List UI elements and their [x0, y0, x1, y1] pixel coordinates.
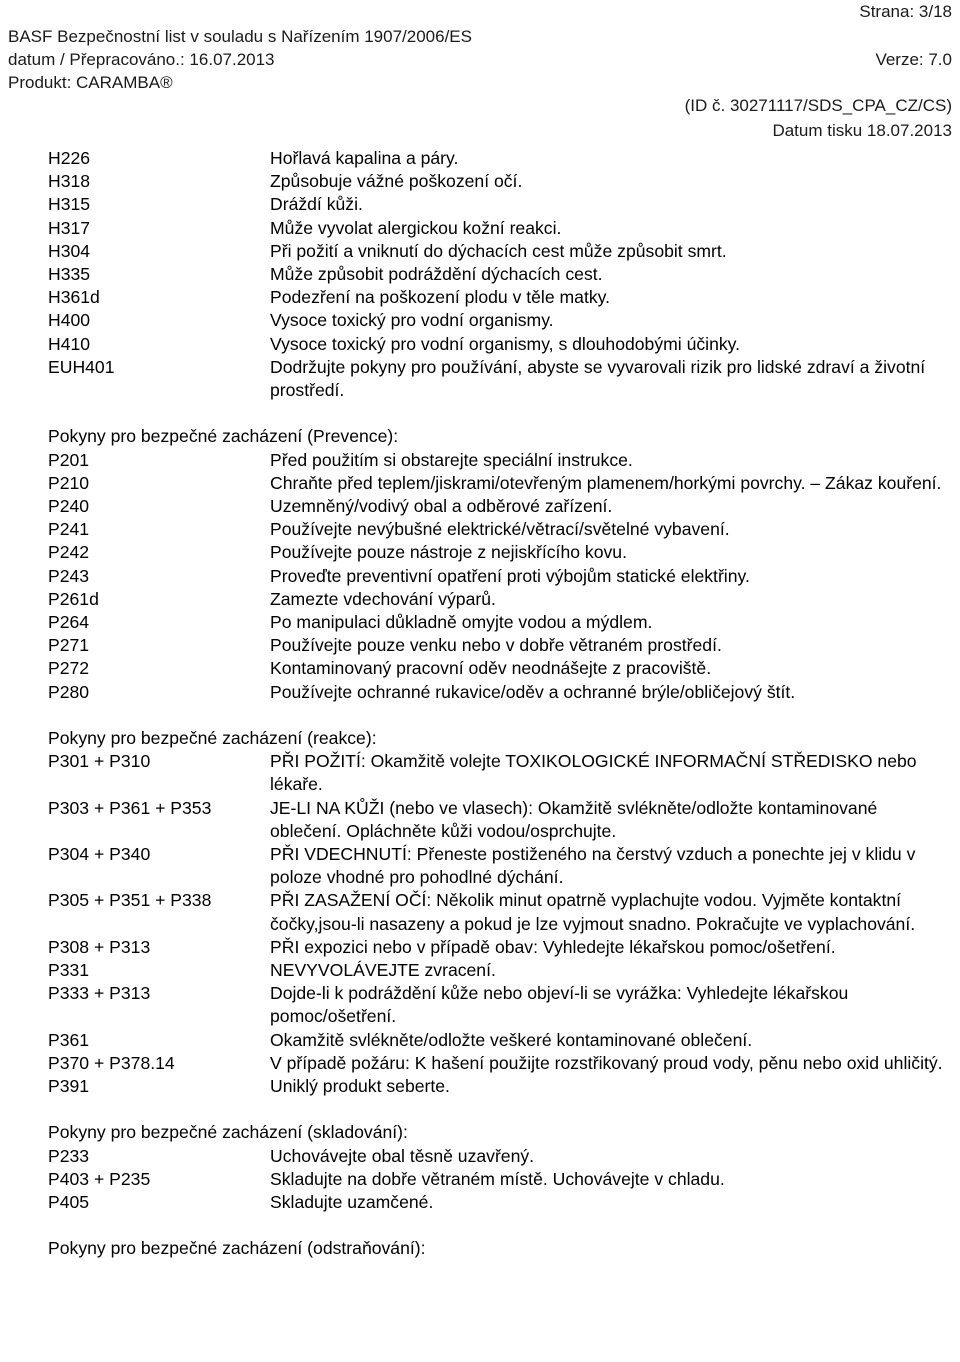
- statement-code: P301 + P310: [48, 751, 151, 772]
- statement-code: P331: [48, 960, 90, 981]
- h-statements-list: [48, 147, 948, 402]
- section-heading: Pokyny pro bezpečné zacházení (Prevence):: [48, 426, 399, 447]
- statement-code: P243: [48, 565, 90, 586]
- statement-text: Proveďte preventivní opatření proti výbojům statické elektřiny.: [270, 565, 750, 586]
- list-item: [48, 472, 948, 495]
- statement-code: P233: [48, 1145, 90, 1166]
- section-heading: Pokyny pro bezpečné zacházení (skladování):: [48, 1122, 408, 1143]
- list-item: [48, 1029, 948, 1052]
- page-number: Strana: 3/18: [859, 2, 952, 21]
- statement-text: Používejte pouze venku nebo v dobře větraném prostředí.: [270, 635, 722, 656]
- statement-code: H361d: [48, 287, 100, 308]
- list-item: [48, 495, 948, 518]
- statement-text: Skladujte uzamčené.: [270, 1192, 434, 1213]
- statement-code: P391: [48, 1076, 90, 1097]
- list-item: [48, 356, 948, 402]
- list-item: [48, 588, 948, 611]
- statement-code: P240: [48, 496, 90, 517]
- statement-text: Skladujte na dobře větraném místě. Uchovávejte v chladu.: [270, 1168, 725, 1189]
- statement-code: P280: [48, 681, 90, 702]
- list-item: [48, 1075, 948, 1098]
- statement-text: Uchovávejte obal těsně uzavřený.: [270, 1145, 535, 1166]
- response-section: [48, 727, 948, 1098]
- statement-code: P261d: [48, 588, 99, 609]
- statement-code: P264: [48, 612, 90, 633]
- statement-text: Uzemněný/vodivý obal a odběrové zařízení.: [270, 496, 613, 517]
- statement-text: Při požití a vniknutí do dýchacích cest může způsobit smrt.: [270, 240, 727, 261]
- statement-code: P241: [48, 519, 90, 540]
- disposal-section: [48, 1237, 948, 1260]
- statement-code: H400: [48, 310, 91, 331]
- statement-text: Dráždí kůži.: [270, 194, 363, 215]
- statement-text: Dojde-li k podráždění kůže nebo objeví-li se vyrážka: Vyhledejte lékařskou pomoc/ošetření.: [270, 983, 849, 1027]
- revision-date: datum / Přepracováno.: 16.07.2013: [8, 50, 275, 69]
- statement-code: H315: [48, 194, 91, 215]
- statement-text: PŘI VDECHNUTÍ: Přeneste postiženého na čerstvý vzduch a ponechte jej v klidu v poloze vhodné pro pohodlné dýchání.: [270, 844, 916, 888]
- statement-text: Kontaminovaný pracovní oděv neodnášejte z pracoviště.: [270, 658, 712, 679]
- list-item: [48, 333, 948, 356]
- statement-text: Hořlavá kapalina a páry.: [270, 148, 459, 168]
- statement-text: PŘI ZASAŽENÍ OČÍ: Několik minut opatrně vyplachujte vodou. Vyjměte kontaktní čočky,jsou-li nasazeny a pokud je lze vyjmout snadno. Pokračujte ve vyplachování.: [270, 890, 916, 934]
- list-item: [48, 797, 948, 843]
- list-item: [48, 634, 948, 657]
- prevention-section: [48, 425, 948, 703]
- statement-code: P304 + P340: [48, 844, 151, 865]
- statement-code: P305 + P351 + P338: [48, 890, 212, 911]
- statement-text: PŘI expozici nebo v případě obav: Vyhledejte lékařskou pomoc/ošetření.: [270, 936, 836, 957]
- statement-text: PŘI POŽITÍ: Okamžitě volejte TOXIKOLOGICKÉ INFORMAČNÍ STŘEDISKO nebo lékaře.: [270, 751, 917, 795]
- document-id: (ID č. 30271117/SDS_CPA_CZ/CS): [684, 96, 952, 115]
- section-heading: Pokyny pro bezpečné zacházení (reakce):: [48, 728, 377, 749]
- list-item: [48, 959, 948, 982]
- statement-code: P303 + P361 + P353: [48, 797, 212, 818]
- list-item: [48, 565, 948, 588]
- statement-text: Používejte nevýbušné elektrické/větrací/světelné vybavení.: [270, 519, 730, 540]
- statement-text: Může způsobit podráždění dýchacích cest.: [270, 264, 603, 285]
- statement-text: Uniklý produkt seberte.: [270, 1076, 450, 1097]
- statement-text: NEVYVOLÁVEJTE zvracení.: [270, 960, 496, 981]
- list-item: [48, 681, 948, 704]
- list-item: [48, 889, 948, 935]
- document-title: BASF Bezpečnostní list v souladu s Nařízením 1907/2006/ES: [8, 27, 472, 46]
- statement-code: H226: [48, 148, 91, 168]
- statement-code: P271: [48, 635, 90, 656]
- statement-text: Používejte ochranné rukavice/oděv a ochranné brýle/obličejový štít.: [270, 681, 796, 702]
- statement-text: Před použitím si obstarejte speciální instrukce.: [270, 449, 633, 470]
- list-item: [48, 611, 948, 634]
- statement-text: Po manipulaci důkladně omyjte vodou a mýdlem.: [270, 612, 653, 633]
- statement-text: Dodržujte pokyny pro používání, abyste se vyvarovali rizik pro lidské zdraví a životní prostředí.: [270, 356, 926, 401]
- list-item: [48, 843, 948, 889]
- list-item: [48, 170, 948, 193]
- statement-code: H304: [48, 240, 91, 261]
- statement-code: EUH401: [48, 356, 115, 377]
- statement-code: P201: [48, 449, 90, 470]
- statement-code: P370 + P378.14: [48, 1052, 175, 1073]
- list-item: [48, 263, 948, 286]
- list-item: [48, 286, 948, 309]
- product-name: Produkt: CARAMBA®: [8, 73, 173, 92]
- list-item: [48, 1168, 948, 1191]
- statement-code: H318: [48, 171, 91, 192]
- statement-code: P403 + P235: [48, 1168, 151, 1189]
- list-item: [48, 449, 948, 472]
- statement-code: H410: [48, 333, 91, 354]
- list-item: [48, 147, 948, 170]
- version: Verze: 7.0: [875, 50, 952, 69]
- statement-text: Způsobuje vážné poškození očí.: [270, 171, 523, 192]
- statement-text: Vysoce toxický pro vodní organismy.: [270, 310, 554, 331]
- statement-code: H335: [48, 264, 91, 285]
- list-item: [48, 217, 948, 240]
- statement-text: V případě požáru: K hašení použijte rozstřikovaný proud vody, pěnu nebo oxid uhličitý.: [270, 1052, 943, 1073]
- statement-code: P333 + P313: [48, 983, 151, 1004]
- statement-text: Používejte pouze nástroje z nejiskřícího kovu.: [270, 542, 627, 563]
- list-item: [48, 1145, 948, 1168]
- statement-code: P405: [48, 1192, 90, 1213]
- list-item: [48, 193, 948, 216]
- list-item: [48, 982, 948, 1028]
- statement-text: Vysoce toxický pro vodní organismy, s dlouhodobými účinky.: [270, 333, 741, 354]
- list-item: [48, 1052, 948, 1075]
- statement-text: Podezření na poškození plodu v těle matky.: [270, 287, 611, 308]
- statement-code: P210: [48, 472, 90, 493]
- statement-code: H317: [48, 217, 91, 238]
- list-item: [48, 936, 948, 959]
- statement-text: Může vyvolat alergickou kožní reakci.: [270, 217, 562, 238]
- list-item: [48, 750, 948, 796]
- storage-section: [48, 1121, 948, 1214]
- statement-text: Chraňte před teplem/jiskrami/otevřeným plamenem/horkými povrchy. – Zákaz kouření.: [270, 472, 942, 493]
- list-item: [48, 541, 948, 564]
- list-item: [48, 518, 948, 541]
- statement-text: Okamžitě svlékněte/odložte veškeré kontaminované oblečení.: [270, 1029, 753, 1050]
- section-heading: Pokyny pro bezpečné zacházení (odstraňování):: [48, 1238, 426, 1259]
- list-item: [48, 657, 948, 680]
- statement-text: JE-LI NA KŮŽI (nebo ve vlasech): Okamžitě svlékněte/odložte kontaminované oblečení. Opláchněte kůži vodou/osprchujte.: [270, 797, 878, 841]
- list-item: [48, 309, 948, 332]
- list-item: [48, 1191, 948, 1214]
- statement-code: P308 + P313: [48, 936, 151, 957]
- statement-code: P272: [48, 658, 90, 679]
- print-date: Datum tisku 18.07.2013: [772, 121, 952, 140]
- statements-content: [48, 147, 948, 1261]
- statement-text: Zamezte vdechování výparů.: [270, 588, 496, 609]
- statement-code: P361: [48, 1029, 90, 1050]
- statement-code: P242: [48, 542, 90, 563]
- list-item: [48, 240, 948, 263]
